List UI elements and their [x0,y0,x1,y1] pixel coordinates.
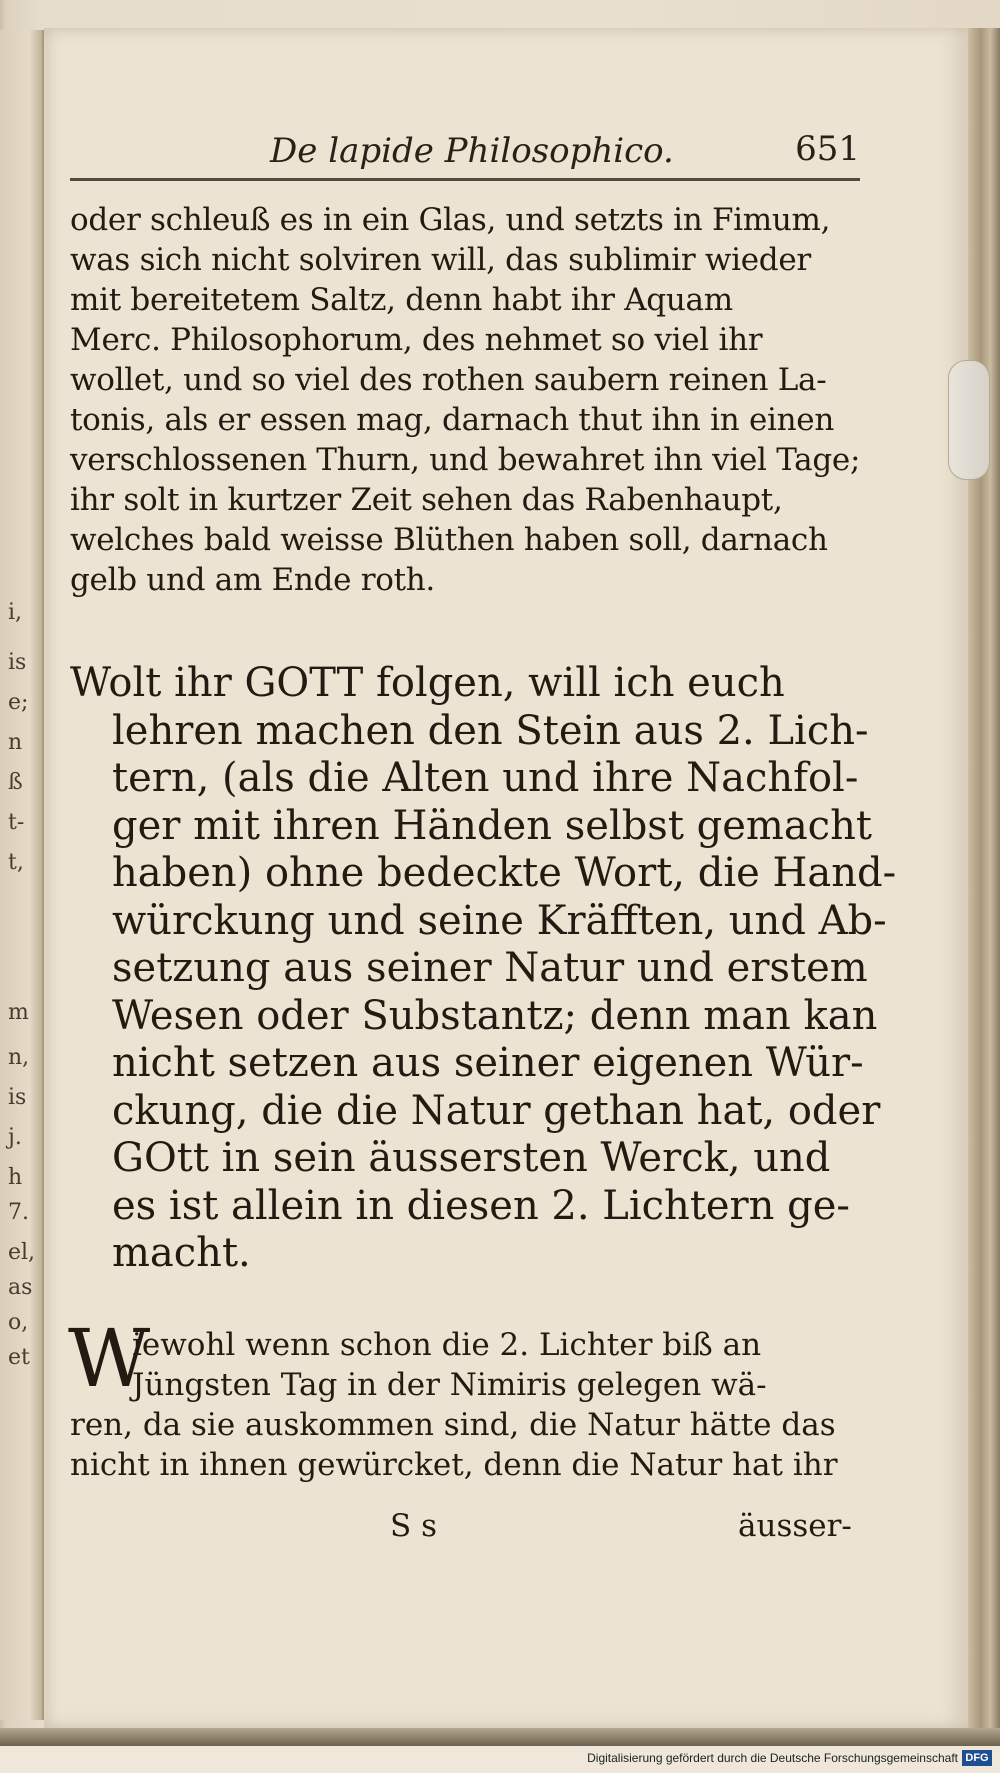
text-line: iewohl wenn schon die 2. Lichter biß an [132,1327,762,1363]
margin-fragment: et [8,1345,30,1370]
text-line: Wesen oder Substantz; denn man kan [112,992,878,1039]
margin-fragment: el, [8,1240,36,1265]
text-line: Wolt ihr GOTT folgen, will ich euch [70,660,785,706]
book-clasp [948,360,990,480]
margin-fragment: n [8,730,23,755]
text-line: nicht setzen aus seiner eigenen Wür- [112,1040,864,1086]
running-header [70,125,860,185]
text-line: nicht in ihnen gewürcket, denn die Natur hat ihr [70,1447,838,1483]
text-line: ren, da sie auskommen sind, die Natur hätte das [70,1407,836,1443]
text-line: es ist allein in diesen 2. Lichtern ge- [112,1182,850,1229]
digitization-footer [0,1746,1000,1773]
page-block-edge [968,28,1000,1728]
text-line: ihr solt in kurtzer Zeit sehen das Rabenhaupt, [70,482,783,518]
scan-bottom-edge [0,1728,1000,1746]
margin-fragment: 7. [8,1200,29,1225]
running-title: De lapide Philosophico. [270,131,674,171]
text-line: verschlossenen Thurn, und bewahret ihn viel Tage; [70,442,861,478]
margin-fragment: n, [8,1045,30,1070]
text-line: tern, (als die Alten und ihre Nachfol- [112,755,859,801]
text-line: tonis, als er essen mag, darnach thut ihn in einen [70,402,834,438]
margin-fragment: j. [8,1125,22,1150]
text-line: Jüngsten Tag in der Nimiris gelegen wä- [132,1367,767,1403]
text-line: wollet, und so viel des rothen saubern reinen La- [70,362,827,398]
paragraph-1 [70,200,865,600]
text-line: macht. [112,1230,251,1276]
text-line: welches bald weisse Blüthen haben soll, darnach [70,522,828,558]
margin-fragment: h [8,1165,23,1190]
text-line: setzung aus seiner Natur und erstem [112,945,868,991]
margin-fragment: o, [8,1310,29,1335]
margin-fragment: is [8,650,27,675]
text-line: Merc. Philosophorum, des nehmet so viel ihr [70,322,763,358]
text-line: oder schleuß es in ein Glas, und setzts in Fimum, [70,202,831,238]
text-line: haben) ohne bedeckte Wort, die Hand- [112,850,897,896]
text-line: würckung und seine Kräfften, und Ab- [112,897,887,944]
margin-fragment: ß [8,770,23,795]
text-line: gelb und am Ende roth. [70,562,435,598]
margin-fragment: m [8,1000,29,1025]
drop-capital: W [68,1312,151,1405]
text-line: mit bereitetem Saltz, denn habt ihr Aquam [70,282,733,318]
text-line: GOtt in sein äussersten Werck, und [112,1135,831,1181]
previous-page-text-fragments [2,30,42,1720]
text-line: ckung, die die Natur gethan hat, oder [112,1087,881,1134]
text-line: lehren machen den Stein aus 2. Lich- [112,707,869,754]
paragraph-2 [70,660,897,1278]
signature-mark: S s [390,1508,437,1544]
previous-page-edge [0,30,44,1720]
text-line: ger mit ihren Händen selbst gemacht [112,802,872,849]
catchword: äusser- [738,1508,852,1544]
page-number: 651 [795,129,860,169]
funding-credit: Digitalisierung gefördert durch die Deutsche Forschungsgemeinschaft [587,1751,958,1765]
margin-fragment: t, [8,850,24,875]
header-rule [70,178,860,181]
margin-fragment: t- [8,810,25,835]
margin-fragment: e; [8,690,29,715]
text-line: was sich nicht solviren will, das sublimir wieder [70,242,811,278]
margin-fragment: i, [8,600,23,625]
margin-fragment: as [8,1275,33,1300]
paragraph-3 [68,1312,865,1485]
margin-fragment: is [8,1085,27,1110]
dfg-logo: DFG [962,1750,992,1766]
